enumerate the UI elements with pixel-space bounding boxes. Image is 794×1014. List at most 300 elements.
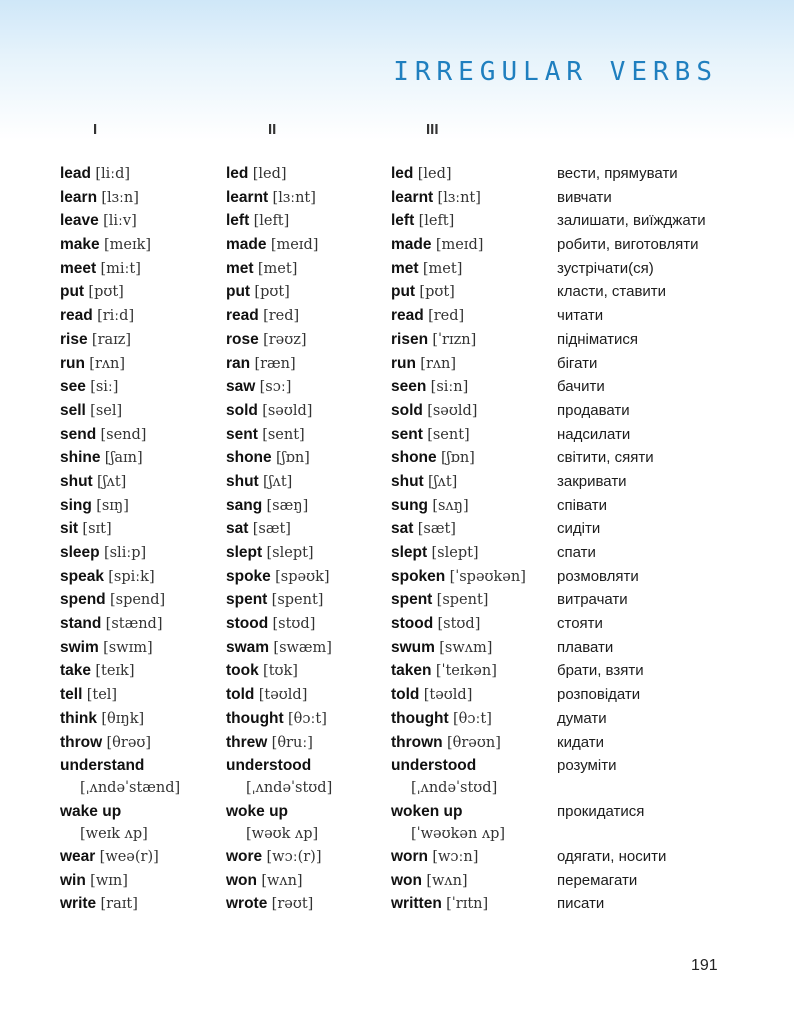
past-simple-verb: shone	[226, 449, 272, 467]
translation: прокидатися	[557, 802, 645, 820]
verb-row	[0, 495, 794, 519]
past-participle-transcription: [rʌn]	[420, 355, 457, 372]
translation: думати	[557, 709, 607, 727]
translation: бачити	[557, 378, 605, 396]
past-simple-cell	[226, 376, 291, 398]
base-form-cell	[60, 376, 118, 398]
base-form-transcription: [liːd]	[95, 166, 131, 182]
past-simple-transcription: [meɪd]	[270, 237, 319, 254]
base-form-cell	[60, 234, 151, 256]
past-simple-transcription: [ræn]	[254, 355, 296, 372]
column-header-iii: III	[426, 121, 439, 138]
past-participle-transcription: [siːn]	[430, 379, 469, 396]
past-simple-cell	[226, 471, 292, 493]
past-simple-cell	[226, 329, 307, 351]
past-participle-verb: worn	[391, 847, 429, 865]
past-simple-verb: wore	[226, 847, 263, 865]
base-form-transcription: [sel]	[90, 402, 123, 419]
past-simple-verb: slept	[226, 544, 263, 561]
base-form-transcription: [rʌn]	[89, 355, 126, 372]
past-simple-verb: stood	[226, 615, 269, 633]
past-participle-transcription: [sent]	[427, 426, 470, 443]
base-form-cell	[60, 210, 137, 232]
past-simple-verb: wrote	[226, 895, 268, 913]
translation: витрачати	[557, 591, 628, 609]
past-simple-cell	[226, 163, 287, 185]
past-simple-cell	[226, 258, 297, 280]
base-form-transcription: [meɪk]	[103, 237, 152, 254]
base-form-verb: send	[60, 425, 97, 443]
verb-row	[0, 400, 794, 424]
past-participle-verb: spent	[391, 591, 433, 609]
past-simple-transcription: [ʃɒn]	[275, 450, 310, 467]
past-simple-verb: put	[226, 283, 251, 301]
past-simple-verb: told	[226, 686, 255, 704]
past-participle-verb: sat	[391, 520, 414, 538]
base-form-verb: spend	[60, 591, 106, 609]
past-simple-verb: led	[226, 165, 249, 182]
base-form-transcription: [miːt]	[100, 260, 141, 277]
past-participle-cell	[391, 258, 462, 280]
past-simple-cell	[226, 846, 321, 868]
past-participle-transcription: [left]	[418, 213, 455, 230]
past-participle-verb: understood	[391, 757, 477, 775]
past-participle-transcription: [led]	[417, 166, 452, 182]
past-participle-verb: stood	[391, 615, 434, 633]
past-participle-cell	[391, 329, 476, 351]
base-form-transcription: [riːd]	[97, 308, 135, 325]
past-participle-verb: written	[391, 895, 442, 913]
past-simple-cell	[226, 870, 303, 892]
past-simple-cell	[226, 589, 323, 611]
past-participle-transcription: [spent]	[436, 592, 489, 609]
base-form-transcription: [liːv]	[103, 213, 137, 230]
past-simple-transcription: [təʊld]	[258, 687, 308, 704]
past-participle-transcription: [səʊld]	[427, 402, 478, 419]
base-form-verb: tell	[60, 686, 83, 704]
base-form-cell	[60, 305, 134, 327]
past-participle-verb: put	[391, 283, 416, 301]
past-simple-cell	[226, 542, 314, 564]
base-form-cell	[60, 637, 153, 659]
verb-row	[0, 353, 794, 377]
base-form-verb: see	[60, 378, 86, 396]
past-participle-transcription: [swʌm]	[439, 639, 493, 656]
past-simple-verb: sold	[226, 401, 258, 419]
base-form-transcription: [θrəʊ]	[106, 734, 152, 751]
base-form-cell	[60, 846, 159, 868]
base-form-cell	[60, 542, 146, 564]
past-participle-verb: met	[391, 259, 419, 277]
past-simple-transcription: [wəʊk ʌp]	[246, 825, 319, 842]
base-form-verb: shine	[60, 449, 101, 467]
base-form-transcription: [tel]	[86, 687, 118, 704]
past-simple-cell	[226, 353, 296, 375]
past-participle-cell	[391, 589, 488, 611]
past-simple-transcription: [stʊd]	[272, 616, 316, 633]
past-simple-verb: spoke	[226, 567, 271, 585]
verb-row	[0, 870, 794, 894]
past-simple-transcription: [sæŋ]	[266, 497, 309, 514]
past-simple-cell	[226, 495, 308, 517]
base-form-verb: stand	[60, 615, 102, 633]
base-form-transcription: [θɪŋk]	[101, 710, 145, 727]
base-form-transcription: [teɪk]	[95, 663, 135, 680]
past-simple-transcription: [ʃʌt]	[263, 473, 293, 490]
base-form-transcription: [raɪz]	[91, 331, 132, 348]
base-form-verb: think	[60, 709, 98, 727]
past-simple-cell	[226, 305, 299, 327]
past-participle-transcription: [təʊld]	[423, 687, 473, 704]
past-simple-transcription: [lɜːnt]	[272, 189, 316, 206]
base-form-verb: lead	[60, 165, 92, 182]
verb-row	[0, 708, 794, 732]
past-simple-cell	[226, 447, 310, 469]
base-form-cell	[60, 258, 141, 280]
past-simple-cell	[226, 518, 291, 540]
verb-row	[0, 660, 794, 684]
past-simple-transcription: [left]	[253, 213, 290, 230]
past-simple-cell	[226, 281, 290, 303]
past-participle-cell	[391, 542, 479, 564]
past-simple-transcription: [red]	[263, 308, 300, 325]
past-simple-verb: woke up	[226, 802, 289, 820]
past-participle-cell	[391, 518, 456, 540]
base-form-cell	[60, 187, 139, 209]
past-simple-verb: met	[226, 259, 254, 277]
past-participle-verb: won	[391, 871, 422, 889]
verb-row	[0, 589, 794, 613]
past-simple-transcription: [pʊt]	[254, 284, 290, 301]
past-simple-cell	[226, 187, 316, 209]
past-simple-verb: threw	[226, 733, 268, 751]
past-simple-transcription: [rəʊz]	[263, 331, 307, 348]
past-simple-transcription: [sent]	[262, 426, 305, 443]
past-participle-cell	[391, 353, 456, 375]
verb-row	[0, 732, 794, 756]
translation: писати	[557, 895, 605, 913]
past-participle-transcription: [wɔːn]	[432, 848, 479, 865]
past-participle-verb: seen	[391, 378, 427, 396]
past-simple-transcription: [tʊk]	[263, 663, 298, 680]
base-form-cell	[60, 755, 180, 799]
past-participle-verb: risen	[391, 330, 429, 348]
translation: світити, сяяти	[557, 449, 654, 467]
verb-row	[0, 566, 794, 590]
verb-row	[0, 518, 794, 542]
past-participle-cell	[391, 376, 468, 398]
verb-row	[0, 801, 794, 846]
base-form-transcription: [spiːk]	[108, 568, 155, 585]
translation: сидіти	[557, 520, 601, 538]
past-simple-transcription: [wʌn]	[261, 872, 303, 889]
verb-table	[0, 163, 794, 917]
base-form-cell	[60, 589, 165, 611]
past-participle-transcription: [stʊd]	[437, 616, 481, 633]
past-participle-transcription: [lɜːnt]	[437, 189, 481, 206]
past-participle-verb: sent	[391, 425, 423, 443]
verb-row	[0, 893, 794, 917]
base-form-transcription: [wɪn]	[90, 872, 128, 889]
past-participle-verb: told	[391, 686, 420, 704]
past-participle-transcription: [sæt]	[417, 521, 456, 538]
base-form-transcription: [swɪm]	[103, 639, 153, 656]
base-form-verb: leave	[60, 212, 99, 230]
base-form-verb: write	[60, 895, 97, 913]
past-participle-cell	[391, 424, 470, 446]
past-simple-cell	[226, 234, 318, 256]
verb-row	[0, 447, 794, 471]
past-participle-cell	[391, 566, 526, 588]
base-form-cell	[60, 566, 155, 588]
past-simple-transcription: [sæt]	[252, 521, 291, 538]
past-participle-verb: shut	[391, 472, 424, 490]
past-participle-cell	[391, 893, 488, 915]
verb-row	[0, 258, 794, 282]
past-simple-transcription: [θɔːt]	[287, 710, 327, 727]
base-form-verb: understand	[60, 757, 145, 775]
past-simple-transcription: [ˌʌndəˈstʊd]	[246, 780, 333, 797]
past-simple-transcription: [swæm]	[273, 639, 332, 656]
base-form-verb: swim	[60, 638, 99, 656]
base-form-cell	[60, 684, 117, 706]
base-form-cell	[60, 495, 129, 517]
past-participle-transcription: [slept]	[431, 545, 479, 561]
translation: класти, ставити	[557, 283, 667, 301]
verb-row	[0, 471, 794, 495]
base-form-transcription: [sɪt]	[82, 521, 112, 538]
past-participle-transcription: [ˈspəʊkən]	[449, 568, 526, 585]
past-simple-verb: spent	[226, 591, 268, 609]
translation: стояти	[557, 615, 603, 633]
base-form-transcription: [ˌʌndəˈstænd]	[80, 780, 181, 797]
verb-row	[0, 846, 794, 870]
base-form-cell	[60, 353, 125, 375]
base-form-verb: sing	[60, 496, 92, 514]
base-form-transcription: [siː]	[90, 379, 119, 396]
base-form-verb: read	[60, 307, 93, 325]
base-form-cell	[60, 801, 148, 845]
past-participle-cell	[391, 870, 468, 892]
past-participle-verb: thrown	[391, 733, 443, 751]
column-header-ii: II	[268, 121, 277, 138]
past-participle-cell	[391, 281, 455, 303]
base-form-cell	[60, 518, 112, 540]
past-participle-verb: taken	[391, 662, 432, 680]
past-participle-cell	[391, 708, 492, 730]
past-simple-transcription: [wɔː(r)]	[266, 848, 322, 865]
past-participle-cell	[391, 801, 505, 845]
translation: одягати, носити	[557, 847, 667, 865]
base-form-verb: run	[60, 354, 85, 372]
past-simple-transcription: [rəʊt]	[271, 896, 314, 913]
translation: розмовляти	[557, 567, 639, 585]
base-form-verb: meet	[60, 259, 97, 277]
past-simple-verb: learnt	[226, 188, 269, 206]
past-simple-cell	[226, 210, 289, 232]
verb-row	[0, 163, 794, 187]
past-participle-cell	[391, 684, 472, 706]
verb-row	[0, 755, 794, 800]
past-simple-verb: read	[226, 307, 259, 325]
base-form-cell	[60, 708, 144, 730]
past-simple-verb: shut	[226, 472, 259, 490]
past-participle-cell	[391, 163, 452, 185]
past-participle-verb: swum	[391, 638, 435, 656]
past-participle-cell	[391, 305, 464, 327]
past-simple-verb: won	[226, 871, 257, 889]
past-participle-transcription: [ʃɒn]	[440, 450, 475, 467]
translation: зустрічати(ся)	[557, 259, 654, 277]
translation: кидати	[557, 733, 604, 751]
translation: бігати	[557, 354, 598, 372]
base-form-verb: learn	[60, 188, 98, 206]
past-participle-transcription: [meɪd]	[435, 237, 484, 254]
past-participle-verb: woken up	[391, 802, 463, 820]
past-simple-verb: sang	[226, 496, 263, 514]
past-participle-cell	[391, 660, 497, 682]
translation: робити, виготовляти	[557, 236, 699, 254]
past-simple-verb: sent	[226, 425, 258, 443]
translation: підніматися	[557, 330, 639, 348]
base-form-verb: sell	[60, 401, 86, 419]
page-title: IRREGULAR VERBS	[393, 57, 718, 87]
past-participle-transcription: [wʌn]	[426, 872, 468, 889]
past-simple-transcription: [spəʊk]	[275, 568, 330, 585]
translation: розуміти	[557, 757, 617, 775]
verb-row	[0, 637, 794, 661]
column-header-i: I	[93, 121, 98, 138]
past-simple-transcription: [met]	[257, 260, 298, 277]
past-simple-cell	[226, 732, 313, 754]
past-simple-verb: left	[226, 212, 250, 230]
translation: вивчати	[557, 188, 612, 206]
translation: плавати	[557, 638, 614, 656]
base-form-verb: throw	[60, 733, 103, 751]
past-participle-verb: learnt	[391, 188, 434, 206]
past-participle-cell	[391, 495, 469, 517]
base-form-verb: win	[60, 871, 86, 889]
past-participle-verb: shone	[391, 449, 437, 467]
verb-row	[0, 329, 794, 353]
past-participle-verb: thought	[391, 709, 449, 727]
verb-row	[0, 613, 794, 637]
past-simple-cell	[226, 424, 305, 446]
past-participle-cell	[391, 732, 501, 754]
past-participle-transcription: [ˈteɪkən]	[435, 663, 497, 680]
base-form-cell	[60, 424, 146, 446]
verb-row	[0, 234, 794, 258]
translation: надсилати	[557, 425, 631, 443]
past-participle-transcription: [met]	[422, 260, 463, 277]
verb-row	[0, 305, 794, 329]
base-form-transcription: [pʊt]	[88, 284, 124, 301]
base-form-cell	[60, 163, 130, 185]
base-form-transcription: [send]	[100, 426, 147, 443]
past-participle-verb: sold	[391, 401, 423, 419]
past-simple-verb: thought	[226, 709, 284, 727]
base-form-cell	[60, 613, 163, 635]
base-form-verb: wake up	[60, 802, 122, 820]
past-simple-verb: swam	[226, 638, 270, 656]
past-simple-cell	[226, 708, 327, 730]
past-participle-transcription: [sʌŋ]	[432, 497, 469, 514]
past-simple-verb: rose	[226, 330, 259, 348]
base-form-cell	[60, 281, 124, 303]
past-simple-verb: understood	[226, 757, 312, 775]
base-form-transcription: [ʃʌt]	[97, 473, 127, 490]
past-simple-transcription: [led]	[252, 166, 287, 182]
past-participle-verb: spoken	[391, 567, 446, 585]
base-form-cell	[60, 329, 131, 351]
base-form-transcription: [raɪt]	[100, 896, 138, 913]
translation: розповідати	[557, 686, 641, 704]
past-participle-verb: left	[391, 212, 415, 230]
past-participle-transcription: [red]	[428, 308, 465, 325]
base-form-cell	[60, 870, 128, 892]
base-form-verb: shut	[60, 472, 93, 490]
past-simple-cell	[226, 400, 312, 422]
translation: залишати, виїжджати	[557, 212, 706, 230]
base-form-cell	[60, 893, 138, 915]
past-participle-verb: run	[391, 354, 416, 372]
past-participle-cell	[391, 637, 492, 659]
base-form-transcription: [weə(r)]	[99, 848, 159, 865]
base-form-cell	[60, 400, 122, 422]
base-form-verb: rise	[60, 330, 88, 348]
base-form-cell	[60, 471, 126, 493]
base-form-transcription: [ʃaɪn]	[104, 450, 143, 467]
past-participle-cell	[391, 400, 477, 422]
base-form-transcription: [lɜːn]	[101, 189, 139, 206]
base-form-verb: take	[60, 662, 92, 680]
past-participle-verb: sung	[391, 496, 429, 514]
past-simple-verb: saw	[226, 378, 256, 396]
verb-row	[0, 684, 794, 708]
past-participle-transcription: [ʃʌt]	[428, 473, 458, 490]
translation: спати	[557, 544, 596, 561]
past-simple-verb: took	[226, 662, 259, 680]
past-participle-cell	[391, 187, 481, 209]
past-participle-cell	[391, 846, 478, 868]
past-simple-verb: ran	[226, 354, 251, 372]
past-participle-transcription: [θrəʊn]	[446, 734, 501, 751]
past-simple-cell	[226, 566, 330, 588]
base-form-cell	[60, 660, 135, 682]
verb-row	[0, 187, 794, 211]
base-form-transcription: [sliːp]	[103, 545, 147, 561]
past-participle-transcription: [θɔːt]	[452, 710, 492, 727]
past-simple-transcription: [sɔː]	[259, 379, 292, 396]
translation: закривати	[557, 472, 627, 490]
verb-row	[0, 542, 794, 566]
past-participle-transcription: [ˌʌndəˈstʊd]	[411, 780, 498, 797]
past-simple-cell	[226, 613, 315, 635]
translation: вести, прямувати	[557, 165, 678, 182]
past-participle-transcription: [pʊt]	[419, 284, 455, 301]
base-form-cell	[60, 447, 143, 469]
past-participle-cell	[391, 210, 454, 232]
past-simple-cell	[226, 637, 332, 659]
translation: співати	[557, 496, 608, 514]
base-form-verb: put	[60, 283, 85, 301]
past-participle-cell	[391, 613, 480, 635]
past-participle-cell	[391, 471, 457, 493]
verb-row	[0, 424, 794, 448]
past-participle-transcription: [ˈrɪtn]	[446, 896, 489, 913]
past-simple-cell	[226, 801, 318, 845]
past-simple-cell	[226, 660, 298, 682]
